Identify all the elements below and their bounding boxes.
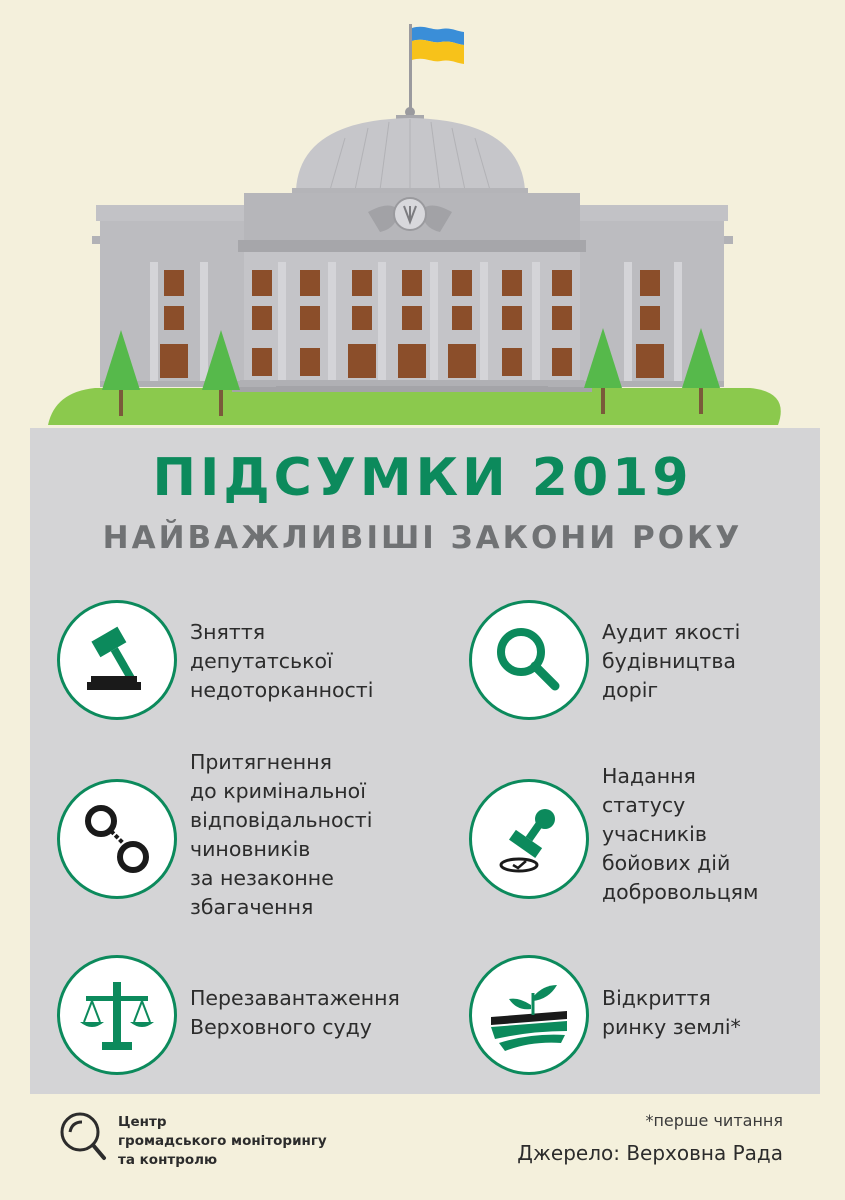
law-icon-circle [469, 955, 589, 1075]
law-icon-circle [469, 779, 589, 899]
law-label: Відкриття ринку землі* [602, 986, 741, 1039]
magnifier-icon [489, 620, 569, 700]
law-label: Надання статусу учасників бойових дій добровольцям [602, 764, 759, 904]
gavel-icon [77, 620, 157, 700]
handcuffs-icon [77, 799, 157, 879]
law-label: Зняття депутатської недоторканності [190, 620, 374, 702]
law-label: Перезавантаження Верховного суду [190, 986, 400, 1039]
law-label: Притягнення до кримінальної відповідальності чиновників за незаконне збагачення [190, 750, 373, 919]
law-icon-circle [57, 779, 177, 899]
organization-name: Центр громадського моніторингу та контролю [118, 1114, 327, 1168]
law-icon-circle [57, 955, 177, 1075]
scales-icon [74, 972, 160, 1058]
organization-logo-icon [58, 1110, 108, 1164]
page-title: ПІДСУМКИ 2019 [152, 448, 693, 508]
footnote: *перше читання [645, 1111, 783, 1130]
parliament-building-illustration [0, 0, 845, 440]
source-credit: Джерело: Верховна Рада [517, 1141, 783, 1165]
sprout-field-icon [481, 967, 577, 1063]
ukraine-flag-icon [412, 27, 464, 64]
law-icon-circle [57, 600, 177, 720]
law-label: Аудит якості будівництва доріг [602, 620, 741, 702]
stamp-icon [489, 799, 569, 879]
law-icon-circle [469, 600, 589, 720]
page-subtitle: НАЙВАЖЛИВІШІ ЗАКОНИ РОКУ [102, 520, 743, 556]
